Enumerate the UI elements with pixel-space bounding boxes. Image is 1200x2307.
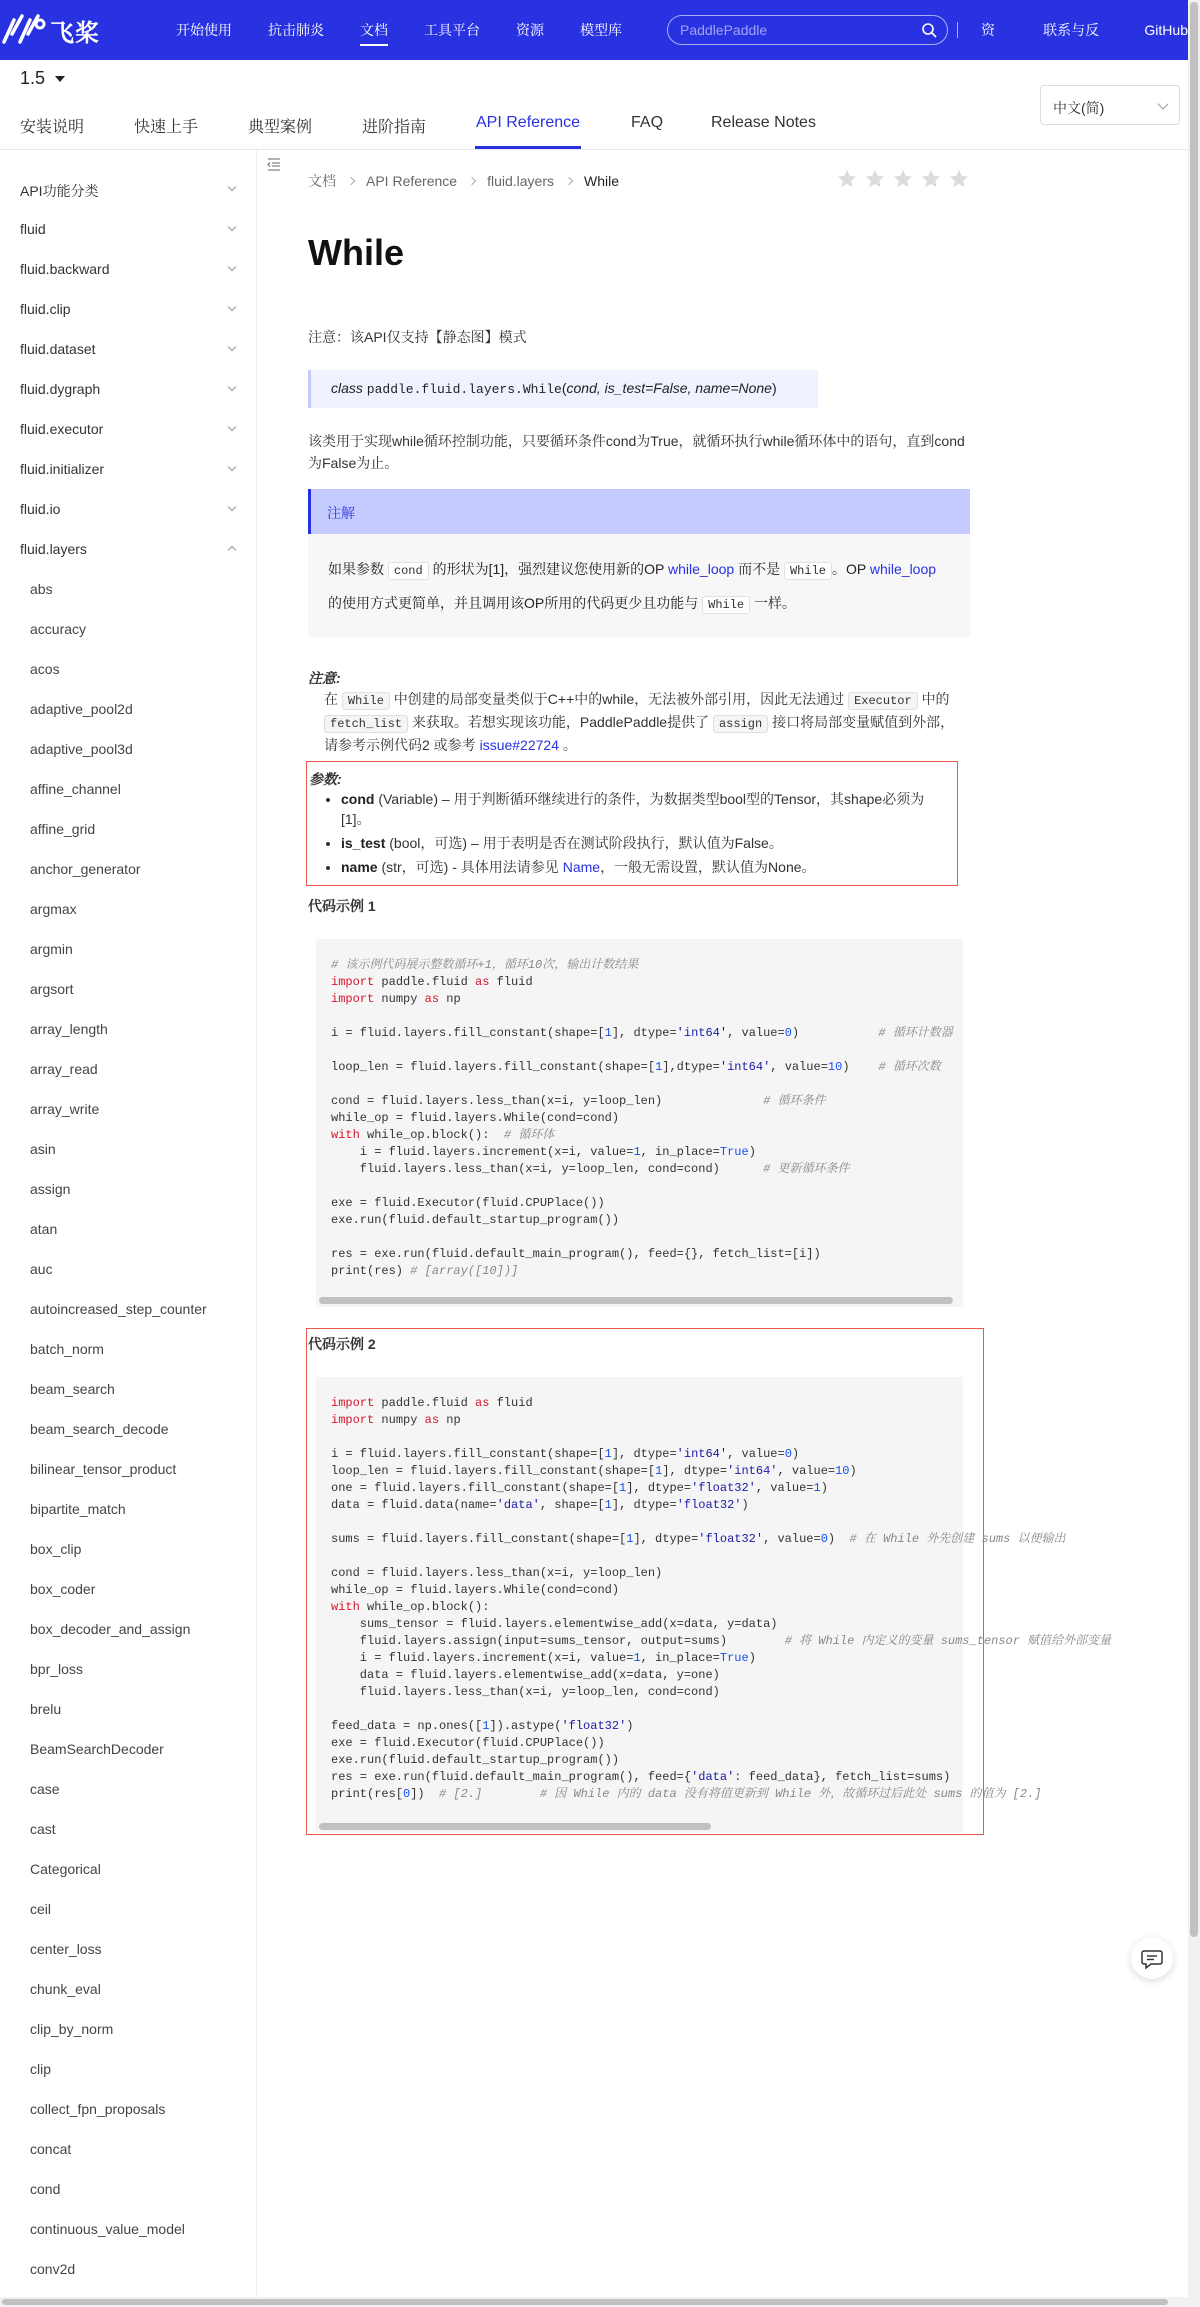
sidebar-item-bilinear_tensor_product[interactable] (0, 1450, 257, 1490)
sidebar-item-case[interactable] (0, 1770, 257, 1810)
inline-code: While (702, 596, 750, 614)
note-admonition (308, 489, 970, 637)
sidebar-item-label: concat (30, 2141, 72, 2157)
star-icon[interactable] (948, 168, 970, 190)
sidebar-item-label: array_write (30, 1101, 100, 1117)
nav-item-getting-started[interactable]: 开始使用 (176, 22, 232, 38)
star-icon[interactable] (920, 168, 942, 190)
sidebar-group-fluid-io[interactable] (0, 490, 257, 530)
param-item (341, 857, 941, 877)
sidebar-item-label: center_loss (30, 1941, 102, 1957)
sidebar-group-fluid-clip[interactable] (0, 290, 257, 330)
sidebar-item-collect_fpn_proposals[interactable] (0, 2090, 257, 2130)
sidebar-item-label: cast (30, 1821, 56, 1837)
sidebar-item-clip[interactable] (0, 2050, 257, 2090)
chevron-down-icon (228, 223, 236, 231)
admonition-body (328, 553, 954, 621)
attention-text: 来获取。若想实现该功能，PaddlePaddle提供了 (411, 714, 710, 730)
version-label: 1.5 (20, 68, 46, 88)
sidebar-item-beamsearchdecoder[interactable] (0, 1730, 257, 1770)
sidebar-group-fluid-initializer[interactable] (0, 450, 257, 490)
sidebar-item-label: case (30, 1781, 60, 1797)
sidebar-item-argmin[interactable] (0, 930, 257, 970)
sidebar-item-adaptive_pool3d[interactable] (0, 730, 257, 770)
chevron-down-icon (228, 343, 236, 351)
chevron-up-icon (228, 546, 236, 554)
breadcrumb (308, 171, 619, 191)
sidebar-item-auc[interactable] (0, 1250, 257, 1290)
page-horizontal-scrollbar[interactable] (0, 2297, 1200, 2307)
sidebar-group-api[interactable] (0, 170, 257, 210)
signature-prefix: class (331, 380, 363, 396)
sidebar-item-clip_by_norm[interactable] (0, 2010, 257, 2050)
chevron-down-icon (228, 183, 236, 191)
subnav-quickstart[interactable]: 快速上手 (134, 119, 199, 136)
collapse-sidebar-icon[interactable] (266, 156, 282, 172)
subnav-advanced[interactable]: 进阶指南 (362, 119, 427, 136)
chevron-down-icon (228, 263, 236, 271)
sidebar-group-label: fluid.clip (20, 301, 71, 317)
attention-text: 中的 (921, 691, 950, 707)
inline-code: fetch_list (324, 715, 408, 733)
nav-item-docs[interactable]: 文档 (360, 0, 388, 60)
inline-code: Executor (848, 692, 918, 710)
language-label: 中文(简) (1053, 100, 1105, 116)
sidebar-item-bpr_loss[interactable] (0, 1650, 257, 1690)
sidebar-item-label: array_length (30, 1021, 108, 1037)
sidebar-item-label: box_clip (30, 1541, 82, 1557)
sidebar-group-fluid-layers[interactable] (0, 530, 257, 570)
nav-item-resources[interactable]: 资源 (516, 22, 544, 38)
link-github[interactable]: GitHub (1144, 22, 1188, 38)
attention-text: 在 (324, 691, 338, 707)
param-name: is_test (341, 835, 386, 851)
sidebar-item-box_coder[interactable] (0, 1570, 257, 1610)
sidebar-item-label: bipartite_match (30, 1501, 126, 1517)
subnav-release-notes[interactable]: Release Notes (711, 114, 816, 131)
horizontal-scrollbar[interactable] (319, 1297, 953, 1304)
subnav-install[interactable]: 安装说明 (20, 119, 85, 136)
sidebar-group-label: fluid.layers (20, 541, 87, 557)
vertical-scrollbar[interactable] (1188, 0, 1200, 2297)
sidebar-item-argsort[interactable] (0, 970, 257, 1010)
logo-text: 飞桨 (50, 19, 100, 47)
sidebar-item-anchor_generator[interactable] (0, 850, 257, 890)
inline-code: While (784, 562, 832, 580)
param-desc: – 用于表明是否在测试阶段执行，默认值为False。 (470, 835, 783, 851)
sidebar-item-label: affine_channel (30, 781, 121, 797)
sidebar-item-autoincreased_step_counter[interactable] (0, 1290, 257, 1330)
sidebar-item-label: ceil (30, 1901, 52, 1917)
sidebar-item-affine_grid[interactable] (0, 810, 257, 850)
name-link[interactable]: Name (562, 859, 601, 875)
chevron-right-icon (468, 177, 476, 185)
sidebar-item-label: assign (30, 1181, 71, 1197)
sidebar-item-label: continuous_value_model (30, 2221, 185, 2237)
sidebar-item-asin[interactable] (0, 1130, 257, 1170)
param-desc: ，一般无需设置，默认值为None。 (600, 859, 816, 875)
sidebar-item-label: clip (30, 2061, 52, 2077)
example1-title: 代码示例 1 (308, 898, 376, 914)
chevron-down-icon (228, 303, 236, 311)
chevron-down-icon (228, 503, 236, 511)
sidebar-item-adaptive_pool2d[interactable] (0, 690, 257, 730)
sidebar-item-array_write[interactable] (0, 1090, 257, 1130)
inline-code: While (342, 692, 390, 710)
star-icon[interactable] (836, 168, 858, 190)
sidebar-item-label: beam_search (30, 1381, 115, 1397)
sidebar-item-label: affine_grid (30, 821, 96, 837)
sidebar-item-beam_search[interactable] (0, 1370, 257, 1410)
sidebar-item-label: adaptive_pool3d (30, 741, 133, 757)
sidebar-group-label: fluid.backward (20, 261, 110, 277)
nav-item-covid[interactable]: 抗击肺炎 (268, 22, 324, 38)
nav-item-tools[interactable]: 工具平台 (424, 22, 480, 38)
sidebar-item-ceil[interactable] (0, 1890, 257, 1930)
sidebar-item-batch_norm[interactable] (0, 1330, 257, 1370)
api-sidebar (0, 150, 257, 2297)
sidebar-item-label: anchor_generator (30, 861, 141, 877)
param-desc: - 具体用法请参见 (452, 859, 559, 875)
version-select[interactable] (20, 68, 65, 89)
sidebar-item-center_loss[interactable] (0, 1930, 257, 1970)
chevron-down-icon (228, 383, 236, 391)
chevron-down-icon (1157, 98, 1168, 109)
sidebar-group-fluid-dygraph[interactable] (0, 370, 257, 410)
sidebar-item-label: argsort (30, 981, 74, 997)
sidebar-item-abs[interactable] (0, 570, 257, 610)
inline-code: cond (388, 562, 429, 580)
code-example1: # 该示例代码展示整数循环+1，循环10次，输出计数结果 import paddle.fluid as fluid import numpy as np i = fluid.layers.fill_constant(shape=[1], dtype='int64', value=0) # 循环计数器 loop_len = fluid.layers.fill_constant(shape=[1],dtype='int64', value=10) # 循环次数 cond = fluid.layers.less_than(x=i, y=loop_len) # 循环条件 while_op = fluid.layers.While(cond=cond) with while_op.block(): # 循环体 i = fluid.layers.increment(x=i, value=1, in_place=True) fluid.layers.less_than(x=i, y=loop_len, cond=cond) # 更新循环条件 exe = fluid.Executor(fluid.CPUPlace()) exe.run(fluid.default_startup_program()) res = exe.run(fluid.default_main_program(), feed={}, fetch_list=[i]) print(res) # [array([10])] (331, 958, 953, 1278)
admonition-text: 一样。 (754, 595, 797, 611)
admonition-text: 的使用方式更简单，并且调用该OP所用的代码更少且功能与 (328, 595, 699, 611)
chat-bubble-icon (1131, 1937, 1173, 1979)
sidebar-item-chunk_eval[interactable] (0, 1970, 257, 2010)
sidebar-item-brelu[interactable] (0, 1690, 257, 1730)
sidebar-item-argmax[interactable] (0, 890, 257, 930)
sidebar-item-label: asin (30, 1141, 56, 1157)
parameters-section (306, 761, 958, 886)
search-input[interactable] (680, 16, 910, 44)
sidebar-item-label: box_coder (30, 1581, 96, 1597)
sidebar-item-categorical[interactable] (0, 1850, 257, 1890)
admonition-title: 注解 (308, 489, 970, 534)
sidebar-item-label: beam_search_decode (30, 1421, 169, 1437)
caret-down-icon (55, 76, 65, 82)
vertical-scrollbar-thumb[interactable] (1190, 2, 1198, 1937)
code-block-example2[interactable] (316, 1377, 1112, 1833)
sidebar-item-bipartite_match[interactable] (0, 1490, 257, 1530)
page-horizontal-scrollbar-thumb[interactable] (2, 2299, 1168, 2305)
subnav-examples[interactable]: 典型案例 (248, 119, 313, 136)
sidebar-group-label: fluid.io (20, 501, 61, 517)
param-type: (Variable) (378, 791, 438, 807)
sidebar-item-label: box_decoder_and_assign (30, 1621, 191, 1637)
parameters-list (341, 789, 941, 881)
sidebar-item-label: chunk_eval (30, 1981, 101, 1997)
sidebar-item-label: abs (30, 581, 53, 597)
language-select[interactable] (1040, 85, 1180, 125)
chevron-right-icon (565, 177, 573, 185)
sidebar-item-cast[interactable] (0, 1810, 257, 1850)
sidebar-item-affine_channel[interactable] (0, 770, 257, 810)
example2-title: 代码示例 2 (308, 1336, 376, 1352)
rating-stars (836, 168, 976, 190)
param-item (341, 789, 941, 829)
main-nav (176, 0, 658, 60)
feedback-button[interactable] (1131, 1937, 1173, 1979)
horizontal-scrollbar[interactable] (319, 1823, 711, 1830)
sidebar-item-array_read[interactable] (0, 1050, 257, 1090)
subnav-api-reference[interactable]: API Reference (476, 114, 581, 131)
sidebar-item-label: accuracy (30, 621, 87, 637)
sidebar-group-fluid-dataset[interactable] (0, 330, 257, 370)
admonition-text: 的形状为[1]，强烈建议您使用新的OP (432, 561, 665, 577)
api-description: 该类用于实现while循环控制功能，只要循环条件cond为True，就循环执行while循环体中的语句，直到cond为False为止。 (308, 433, 965, 471)
paddle-logo[interactable] (0, 12, 100, 48)
attention-title: 注意: (308, 670, 341, 686)
sidebar-item-label: collect_fpn_proposals (30, 2101, 166, 2117)
star-icon[interactable] (892, 168, 914, 190)
sidebar-item-label: BeamSearchDecoder (30, 1741, 164, 1757)
sidebar-item-box_decoder_and_assign[interactable] (0, 1610, 257, 1650)
sidebar-item-cond[interactable] (0, 2170, 257, 2210)
signature-name: paddle.fluid.layers.While (366, 382, 562, 397)
sidebar-group-label: fluid.dygraph (20, 381, 101, 397)
sidebar-item-label: argmin (30, 941, 73, 957)
sidebar-item-conv2d[interactable] (0, 2250, 257, 2290)
sidebar-item-label: adaptive_pool2d (30, 701, 133, 717)
param-name: cond (341, 791, 375, 807)
sidebar-item-assign[interactable] (0, 1170, 257, 1210)
sidebar-item-continuous_value_model[interactable] (0, 2210, 257, 2250)
sidebar-item-label: batch_norm (30, 1341, 104, 1357)
sidebar-item-atan[interactable] (0, 1210, 257, 1250)
sidebar-group-label: fluid.dataset (20, 341, 96, 357)
admonition-text: 。OP (832, 561, 866, 577)
attention-text: 中创建的局部变量类似于C++中的while，无法被外部引用，因此无法通过 (393, 691, 845, 707)
sidebar-item-label: cond (30, 2181, 61, 2197)
search-icon[interactable] (921, 22, 937, 38)
sidebar-group-label: API功能分类 (20, 183, 99, 199)
parameters-title: 参数: (309, 771, 342, 787)
static-graph-note: 注意：该API仅支持【静态图】模式 (308, 329, 527, 345)
nav-divider (957, 22, 958, 38)
search-box (667, 15, 948, 45)
admonition-text: 如果参数 (328, 561, 384, 577)
breadcrumb-docs[interactable]: 文档 (308, 173, 336, 189)
chevron-down-icon (228, 463, 236, 471)
sidebar-item-box_clip[interactable] (0, 1530, 257, 1570)
sidebar-item-label: auc (30, 1261, 53, 1277)
sidebar-item-label: bpr_loss (30, 1661, 83, 1677)
breadcrumb-current: While (583, 173, 619, 189)
while-loop-link[interactable]: while_loop (869, 561, 937, 577)
chevron-right-icon (347, 177, 355, 185)
param-type: (bool，可选) (389, 835, 468, 851)
sidebar-item-label: autoincreased_step_counter (30, 1301, 207, 1317)
sidebar-item-acos[interactable] (0, 650, 257, 690)
signature-args: cond, is_test=False, name=None (566, 380, 772, 396)
sidebar-group-fluid[interactable] (0, 210, 257, 250)
param-desc: – 用于判断循环继续进行的条件，为数据类型bool型的Tensor，其shape必须为[1]。 (341, 791, 925, 827)
subnav-faq[interactable]: FAQ (631, 114, 664, 131)
link-feedback[interactable]: 联系与反馈 (1043, 22, 1100, 98)
attention-text: 接口将局部变量赋值到外部，请参考示例代码2 或参考 (324, 714, 955, 753)
link-news[interactable]: 资讯 (981, 22, 995, 98)
attention-text: 。 (562, 737, 577, 753)
breadcrumb-api-reference[interactable]: API Reference (366, 173, 458, 189)
sidebar-group-fluid-executor[interactable] (0, 410, 257, 450)
param-name: name (341, 859, 378, 875)
sidebar-group-label: fluid (20, 221, 46, 237)
sidebar-item-concat[interactable] (0, 2130, 257, 2170)
issue-link[interactable]: issue#22724 (479, 737, 559, 753)
sidebar-item-label: Categorical (30, 1861, 101, 1877)
sidebar-item-accuracy[interactable] (0, 610, 257, 650)
sidebar-item-label: bilinear_tensor_product (30, 1461, 177, 1477)
attention-note (308, 668, 968, 756)
api-signature: class paddle.fluid.layers.While(cond, is_test=False, name=None) (308, 370, 818, 408)
sidebar-item-label: acos (30, 661, 60, 677)
nav-item-models[interactable]: 模型库 (580, 22, 622, 38)
while-loop-link[interactable]: while_loop (668, 561, 735, 577)
sidebar-item-beam_search_decode[interactable] (0, 1410, 257, 1450)
star-icon[interactable] (864, 168, 886, 190)
admonition-text: 而不是 (738, 561, 781, 577)
sidebar-item-label: conv2d (30, 2261, 76, 2277)
sidebar-group-fluid-backward[interactable] (0, 250, 257, 290)
sidebar-item-label: brelu (30, 1701, 62, 1717)
sidebar-item-label: argmax (30, 901, 77, 917)
page-title: While (308, 232, 404, 273)
param-type: (str，可选) (381, 859, 449, 875)
sidebar-item-array_length[interactable] (0, 1010, 257, 1050)
sidebar-group-label: fluid.initializer (20, 461, 105, 477)
sidebar-item-label: array_read (30, 1061, 98, 1077)
doc-subnav (0, 100, 1188, 150)
paddle-logo-icon (0, 12, 48, 48)
subnav-active-indicator (475, 146, 581, 149)
code-block-example1[interactable] (316, 939, 963, 1307)
right-links (981, 0, 1188, 98)
inline-code: assign (713, 715, 768, 733)
attention-body (308, 689, 968, 756)
sidebar-item-label: atan (30, 1221, 58, 1237)
sidebar-group-label: fluid.executor (20, 421, 104, 437)
breadcrumb-fluid-layers[interactable]: fluid.layers (487, 173, 554, 189)
sidebar-item-label: clip_by_norm (30, 2021, 114, 2037)
code-example2: import paddle.fluid as fluid import numpy as np i = fluid.layers.fill_constant(shape=[1], dtype='int64', value=0) loop_len = fluid.layers.fill_constant(shape=[1], dtype='int64', value=10) one = fluid.layers.fill_constant(shape=[1], dtype='float32', value=1) data = fluid.data(name='data', shape=[1], dtype='float32') sums = fluid.layers.fill_constant(shape=[1], dtype='float32', value=0) # 在 While 外先创建 sums 以便输出 cond = fluid.layers.less_than(x=i, y=loop_len) while_op = fluid.layers.While(cond=cond) with while_op.block(): sums_tensor = fluid.layers.elementwise_add(x=data, y=data) fluid.layers.assign(input=sums_tensor, output=sums) # 将 While 内定义的变量 sums_tensor 赋值给外部变量 i = fluid.layers.increment(x=i, value=1, in_place=True) data = fluid.layers.elementwise_add(x=data, y=one) fluid.layers.less_than(x=i, y=loop_len, cond=cond) feed_data = np.ones([1]).astype('float32') exe = fluid.Executor(fluid.CPUPlace()) exe.run(fluid.default_startup_program()) res = exe.run(fluid.default_main_program(), feed={'data': feed_data}, fetch_list=sums) print(res[0]) # [2.] # 因 While 内的 data 没有将值更新到 While 外，故循环过后此处 sums 的值为 [2.] (331, 1396, 1112, 1801)
param-item (341, 833, 941, 853)
chevron-down-icon (228, 423, 236, 431)
